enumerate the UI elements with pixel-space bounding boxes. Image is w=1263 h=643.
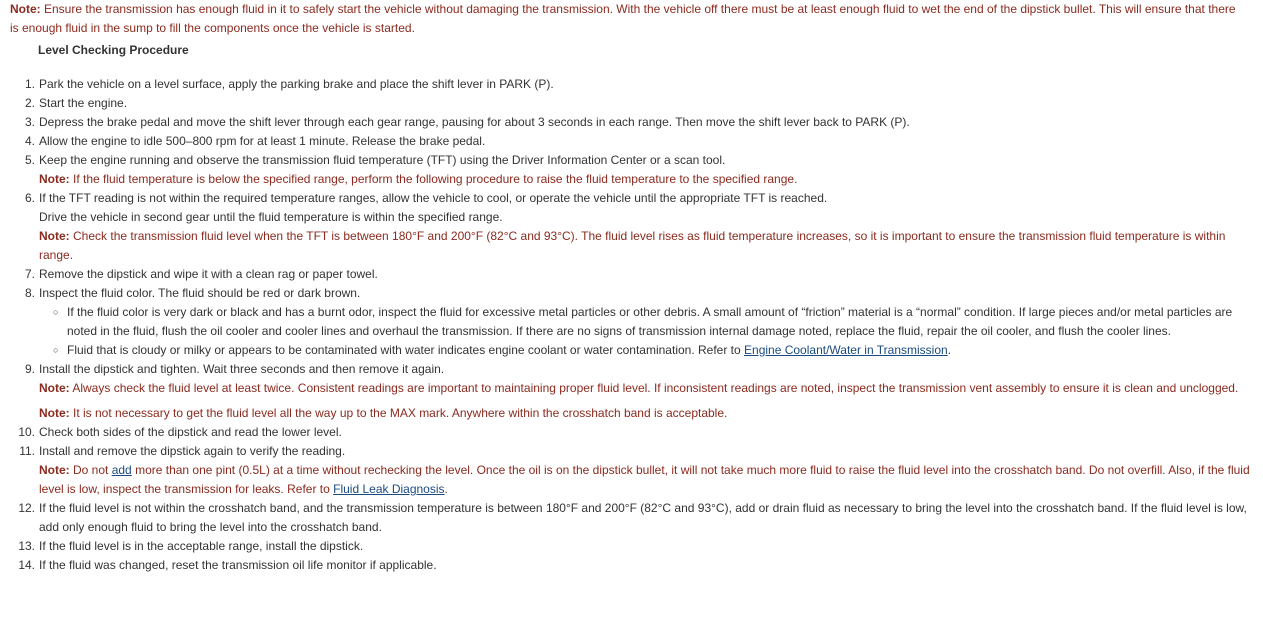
bullet-text: Fluid that is cloudy or milky or appears to be contaminated with water indicates engine coolant or water contamination. Refer to bbox=[67, 343, 745, 357]
step-14 bbox=[10, 556, 1253, 575]
note-label: Note: bbox=[10, 2, 41, 16]
note-text: Always check the fluid level at least twice. Consistent readings are important to maintaining proper fluid level. If inconsistent readings are noted, inspect the transmission vent assembly to ensure it is clean and unclogged. bbox=[69, 381, 1239, 395]
step-text: Remove the dipstick and wipe it with a clean rag or paper towel. bbox=[39, 267, 378, 281]
step-number: 8. bbox=[24, 286, 35, 300]
bullet-text-end: . bbox=[947, 343, 952, 357]
step-5 bbox=[10, 151, 1253, 189]
step-number: 6. bbox=[24, 191, 35, 205]
step-number: 1. bbox=[24, 77, 35, 91]
step-text-secondary: Drive the vehicle in second gear until the fluid temperature is within the specified range. bbox=[39, 210, 503, 224]
step-text: Depress the brake pedal and move the shift lever through each gear range, pausing for about 3 seconds in each range. Then move the shift lever back to PARK (P). bbox=[39, 115, 910, 129]
step-number: 12. bbox=[18, 501, 35, 515]
step-4 bbox=[10, 132, 1253, 151]
note-text: If the fluid temperature is below the specified range, perform the following procedure to raise the fluid temperature to the specified range. bbox=[69, 172, 798, 186]
step-text: Keep the engine running and observe the transmission fluid temperature (TFT) using the Driver Information Center or a scan tool. bbox=[39, 153, 726, 167]
step-note bbox=[39, 461, 1253, 499]
step-text: Install and remove the dipstick again to verify the reading. bbox=[39, 444, 346, 458]
step-text: If the fluid level is not within the crosshatch band, and the transmission temperature is between 180°F and 200°F (82°C and 93°C), add or drain fluid as necessary to bring the level into the crosshatch band. If the fluid level is low, add only enough fluid to bring the level into the crosshatch band. bbox=[39, 501, 1247, 534]
bullet-text: If the fluid color is very dark or black and has a burnt odor, inspect the fluid for excessive metal particles or other debris. A small amount of “friction” material is a “normal” condition. If large pieces and/or metal particles are noted in the fluid, flush the oil cooler and cooler lines and overhaul the transmission. If there are no signs of transmission internal damage noted, replace the fluid, repair the oil cooler, and flush the cooler lines. bbox=[67, 305, 1233, 338]
step-number: 3. bbox=[24, 115, 35, 129]
note-text: Check the transmission fluid level when the TFT is between 180°F and 200°F (82°C and 93°C). The fluid level rises as fluid temperature increases, so it is important to ensure the transmission fluid temperature is within range. bbox=[39, 229, 1226, 262]
step-text: Install the dipstick and tighten. Wait three seconds and then remove it again. bbox=[39, 362, 445, 376]
note-text: Do not bbox=[69, 463, 112, 477]
step-note bbox=[39, 404, 1253, 423]
step-12 bbox=[10, 499, 1253, 537]
fluid-leak-diagnosis-link[interactable]: Fluid Leak Diagnosis bbox=[333, 482, 445, 496]
step-number: 9. bbox=[24, 362, 35, 376]
step-10 bbox=[10, 423, 1253, 442]
step-text: Start the engine. bbox=[39, 96, 128, 110]
step-13 bbox=[10, 537, 1253, 556]
step-number: 11. bbox=[19, 444, 35, 458]
step-number: 10. bbox=[18, 425, 35, 439]
step-number: 7. bbox=[24, 267, 35, 281]
step-note bbox=[39, 379, 1253, 398]
step-bullets bbox=[39, 303, 1253, 360]
step-text: If the fluid was changed, reset the transmission oil life monitor if applicable. bbox=[39, 558, 437, 572]
step-11 bbox=[10, 442, 1253, 499]
top-note bbox=[10, 0, 1253, 38]
bullet-item bbox=[53, 341, 1253, 360]
section-title: Level Checking Procedure bbox=[38, 43, 189, 57]
step-6 bbox=[10, 189, 1253, 265]
note-text: It is not necessary to get the fluid level all the way up to the MAX mark. Anywhere within the crosshatch band is acceptable. bbox=[69, 406, 728, 420]
step-note bbox=[39, 227, 1253, 265]
note-text-end: . bbox=[444, 482, 448, 496]
note-label: Note: bbox=[39, 229, 70, 243]
step-number: 5. bbox=[24, 153, 35, 167]
note-label: Note: bbox=[39, 406, 70, 420]
add-link[interactable]: add bbox=[111, 463, 132, 477]
steps-list bbox=[10, 75, 1253, 575]
step-2 bbox=[10, 94, 1253, 113]
top-note-text: Ensure the transmission has enough fluid in it to safely start the vehicle without damaging the transmission. With the vehicle off there must be at least enough fluid to wet the end of the dipstick bullet. This will ensure that there is enough fluid in the sump to fill the components once the vehicle is started. bbox=[10, 2, 1236, 35]
note-label: Note: bbox=[39, 463, 70, 477]
step-7 bbox=[10, 265, 1253, 284]
step-text: Check both sides of the dipstick and read the lower level. bbox=[39, 425, 342, 439]
step-9 bbox=[10, 360, 1253, 423]
step-text: If the TFT reading is not within the required temperature ranges, allow the vehicle to cool, or operate the vehicle until the appropriate TFT is reached. bbox=[39, 191, 828, 205]
bullet-circle-icon: ○ bbox=[53, 307, 59, 317]
bullet-circle-icon: ○ bbox=[53, 345, 59, 355]
note-text: more than one pint (0.5L) at a time without rechecking the level. Once the oil is on the dipstick bullet, it will not take much more fluid to raise the fluid level into the crosshatch band. Do not overfill. Also, if the fluid level is low, inspect the transmission for leaks. Refer to bbox=[39, 463, 1250, 496]
step-text: Inspect the fluid color. The fluid should be red or dark brown. bbox=[39, 286, 361, 300]
step-8 bbox=[10, 284, 1253, 360]
step-text: If the fluid level is in the acceptable range, install the dipstick. bbox=[39, 539, 364, 553]
engine-coolant-link[interactable]: Engine Coolant/Water in Transmission bbox=[744, 343, 948, 357]
step-number: 2. bbox=[24, 96, 35, 110]
step-number: 13. bbox=[18, 539, 35, 553]
note-label: Note: bbox=[39, 381, 70, 395]
step-note bbox=[39, 170, 1253, 189]
step-number: 14. bbox=[18, 558, 35, 572]
step-text: Allow the engine to idle 500–800 rpm for at least 1 minute. Release the brake pedal. bbox=[39, 134, 486, 148]
note-label: Note: bbox=[39, 172, 70, 186]
step-1 bbox=[10, 75, 1253, 94]
bullet-item bbox=[53, 303, 1253, 341]
step-text: Park the vehicle on a level surface, apply the parking brake and place the shift lever in PARK (P). bbox=[39, 77, 554, 91]
step-3 bbox=[10, 113, 1253, 132]
step-number: 4. bbox=[24, 134, 35, 148]
